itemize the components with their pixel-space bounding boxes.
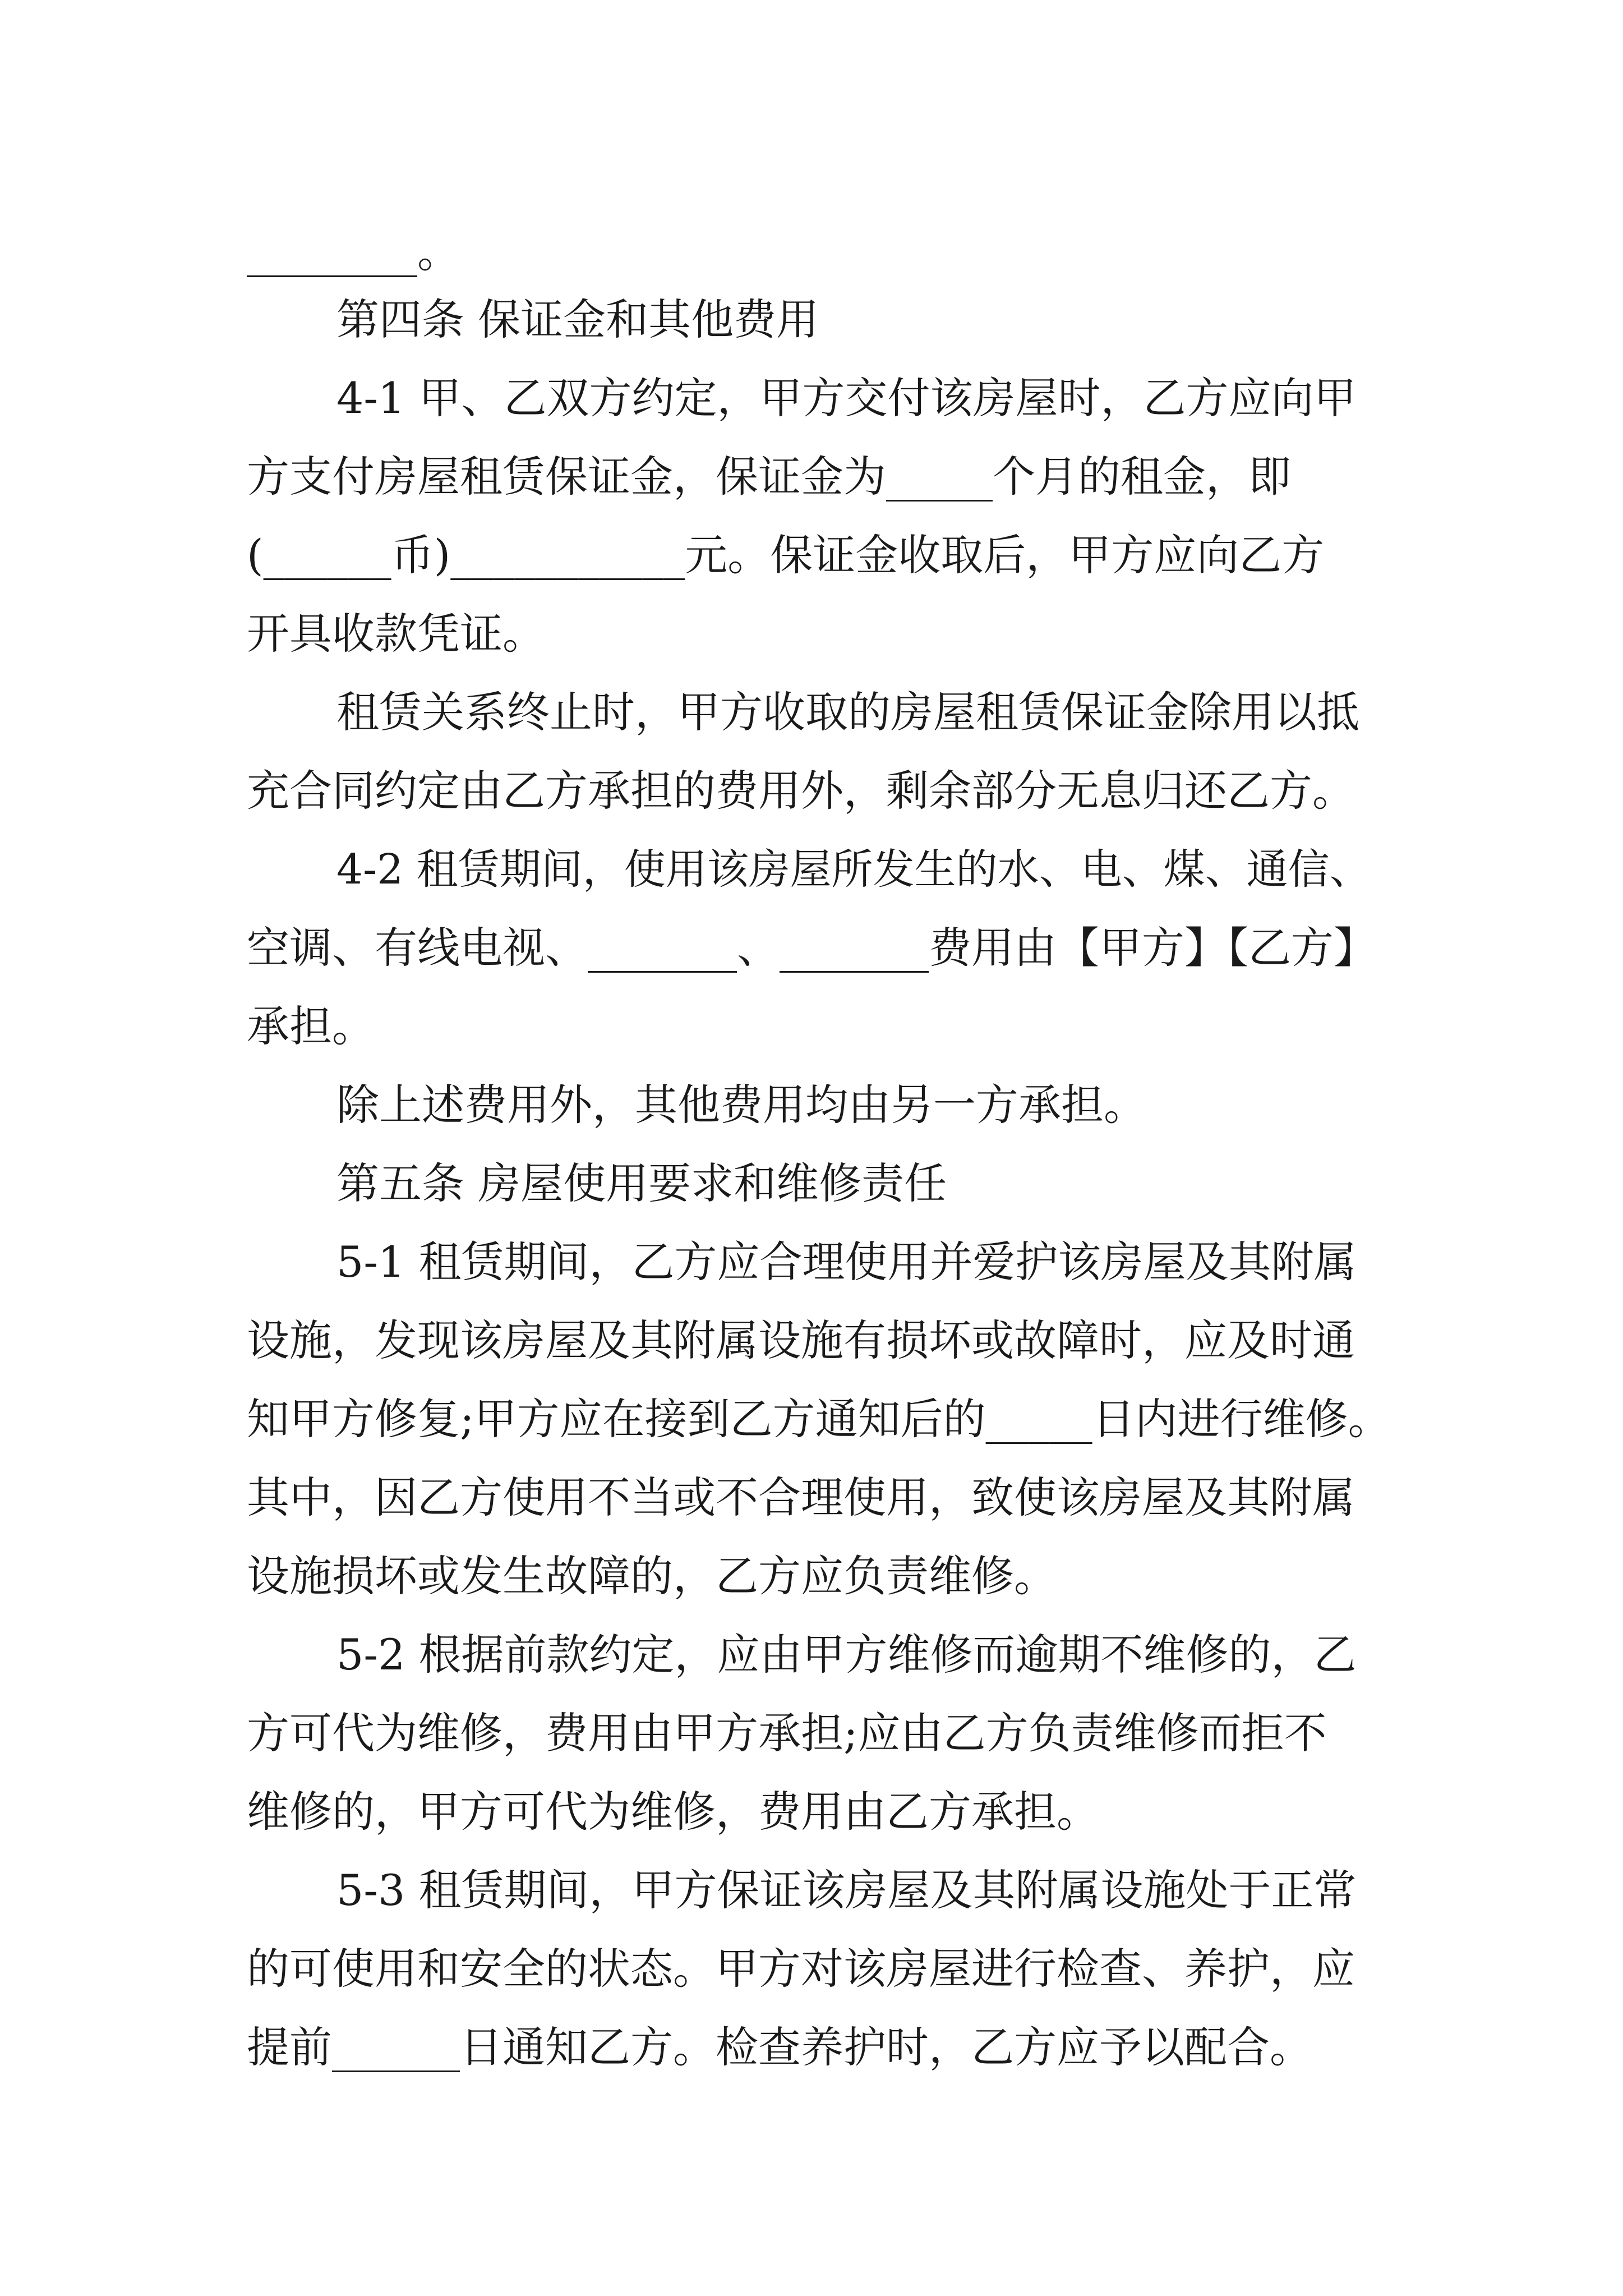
section-heading: 第五条 房屋使用要求和维修责任 xyxy=(336,1158,947,1208)
text-line: 维修的，甲方可代为维修，费用由乙方承担。 xyxy=(247,1787,1099,1837)
text-line: 承担。 xyxy=(247,1001,375,1051)
text-line: ________。 xyxy=(247,227,460,277)
text-line: 其中，因乙方使用不当或不合理使用，致使该房屋及其附属 xyxy=(247,1473,1355,1522)
text-line: 租赁关系终止时，甲方收取的房屋租赁保证金除用以抵 xyxy=(336,687,1359,737)
text-line: 除上述费用外，其他费用均由另一方承担。 xyxy=(336,1080,1146,1130)
text-line: 方支付房屋租赁保证金，保证金为_____个月的租金，即 xyxy=(247,452,1291,501)
text-line: 设施，发现该房屋及其附属设施有损坏或故障时，应及时通 xyxy=(247,1315,1355,1365)
text-line: 5-3 租赁期间，甲方保证该房屋及其附属设施处于正常 xyxy=(336,1865,1357,1915)
text-line: 知甲方修复;甲方应在接到乙方通知后的_____日内进行维修。 xyxy=(247,1394,1391,1444)
text-line: 充合同约定由乙方承担的费用外，剩余部分无息归还乙方。 xyxy=(247,766,1355,816)
section-heading: 第四条 保证金和其他费用 xyxy=(336,295,819,344)
text-line: 提前______日通知乙方。检查养护时，乙方应予以配合。 xyxy=(247,2022,1312,2072)
text-line: 空调、有线电视、_______、_______费用由【甲方】【乙方】 xyxy=(247,923,1376,973)
text-line: 设施损坏或发生故障的，乙方应负责维修。 xyxy=(247,1551,1057,1601)
text-line: 4-1 甲、乙双方约定，甲方交付该房屋时，乙方应向甲 xyxy=(336,373,1357,423)
text-line: 5-1 租赁期间，乙方应合理使用并爱护该房屋及其附属 xyxy=(336,1237,1357,1287)
text-line: 5-2 根据前款约定，应由甲方维修而逾期不维修的，乙 xyxy=(336,1630,1357,1680)
text-line: (______币)___________元。保证金收取后，甲方应向乙方 xyxy=(247,530,1325,580)
text-line: 开具收款凭证。 xyxy=(247,609,545,659)
text-line: 的可使用和安全的状态。甲方对该房屋进行检查、养护，应 xyxy=(247,1944,1355,1994)
text-line: 4-2 租赁期间，使用该房屋所发生的水、电、煤、通信、 xyxy=(336,845,1371,894)
text-line: 方可代为维修，费用由甲方承担;应由乙方负责维修而拒不 xyxy=(247,1708,1327,1758)
